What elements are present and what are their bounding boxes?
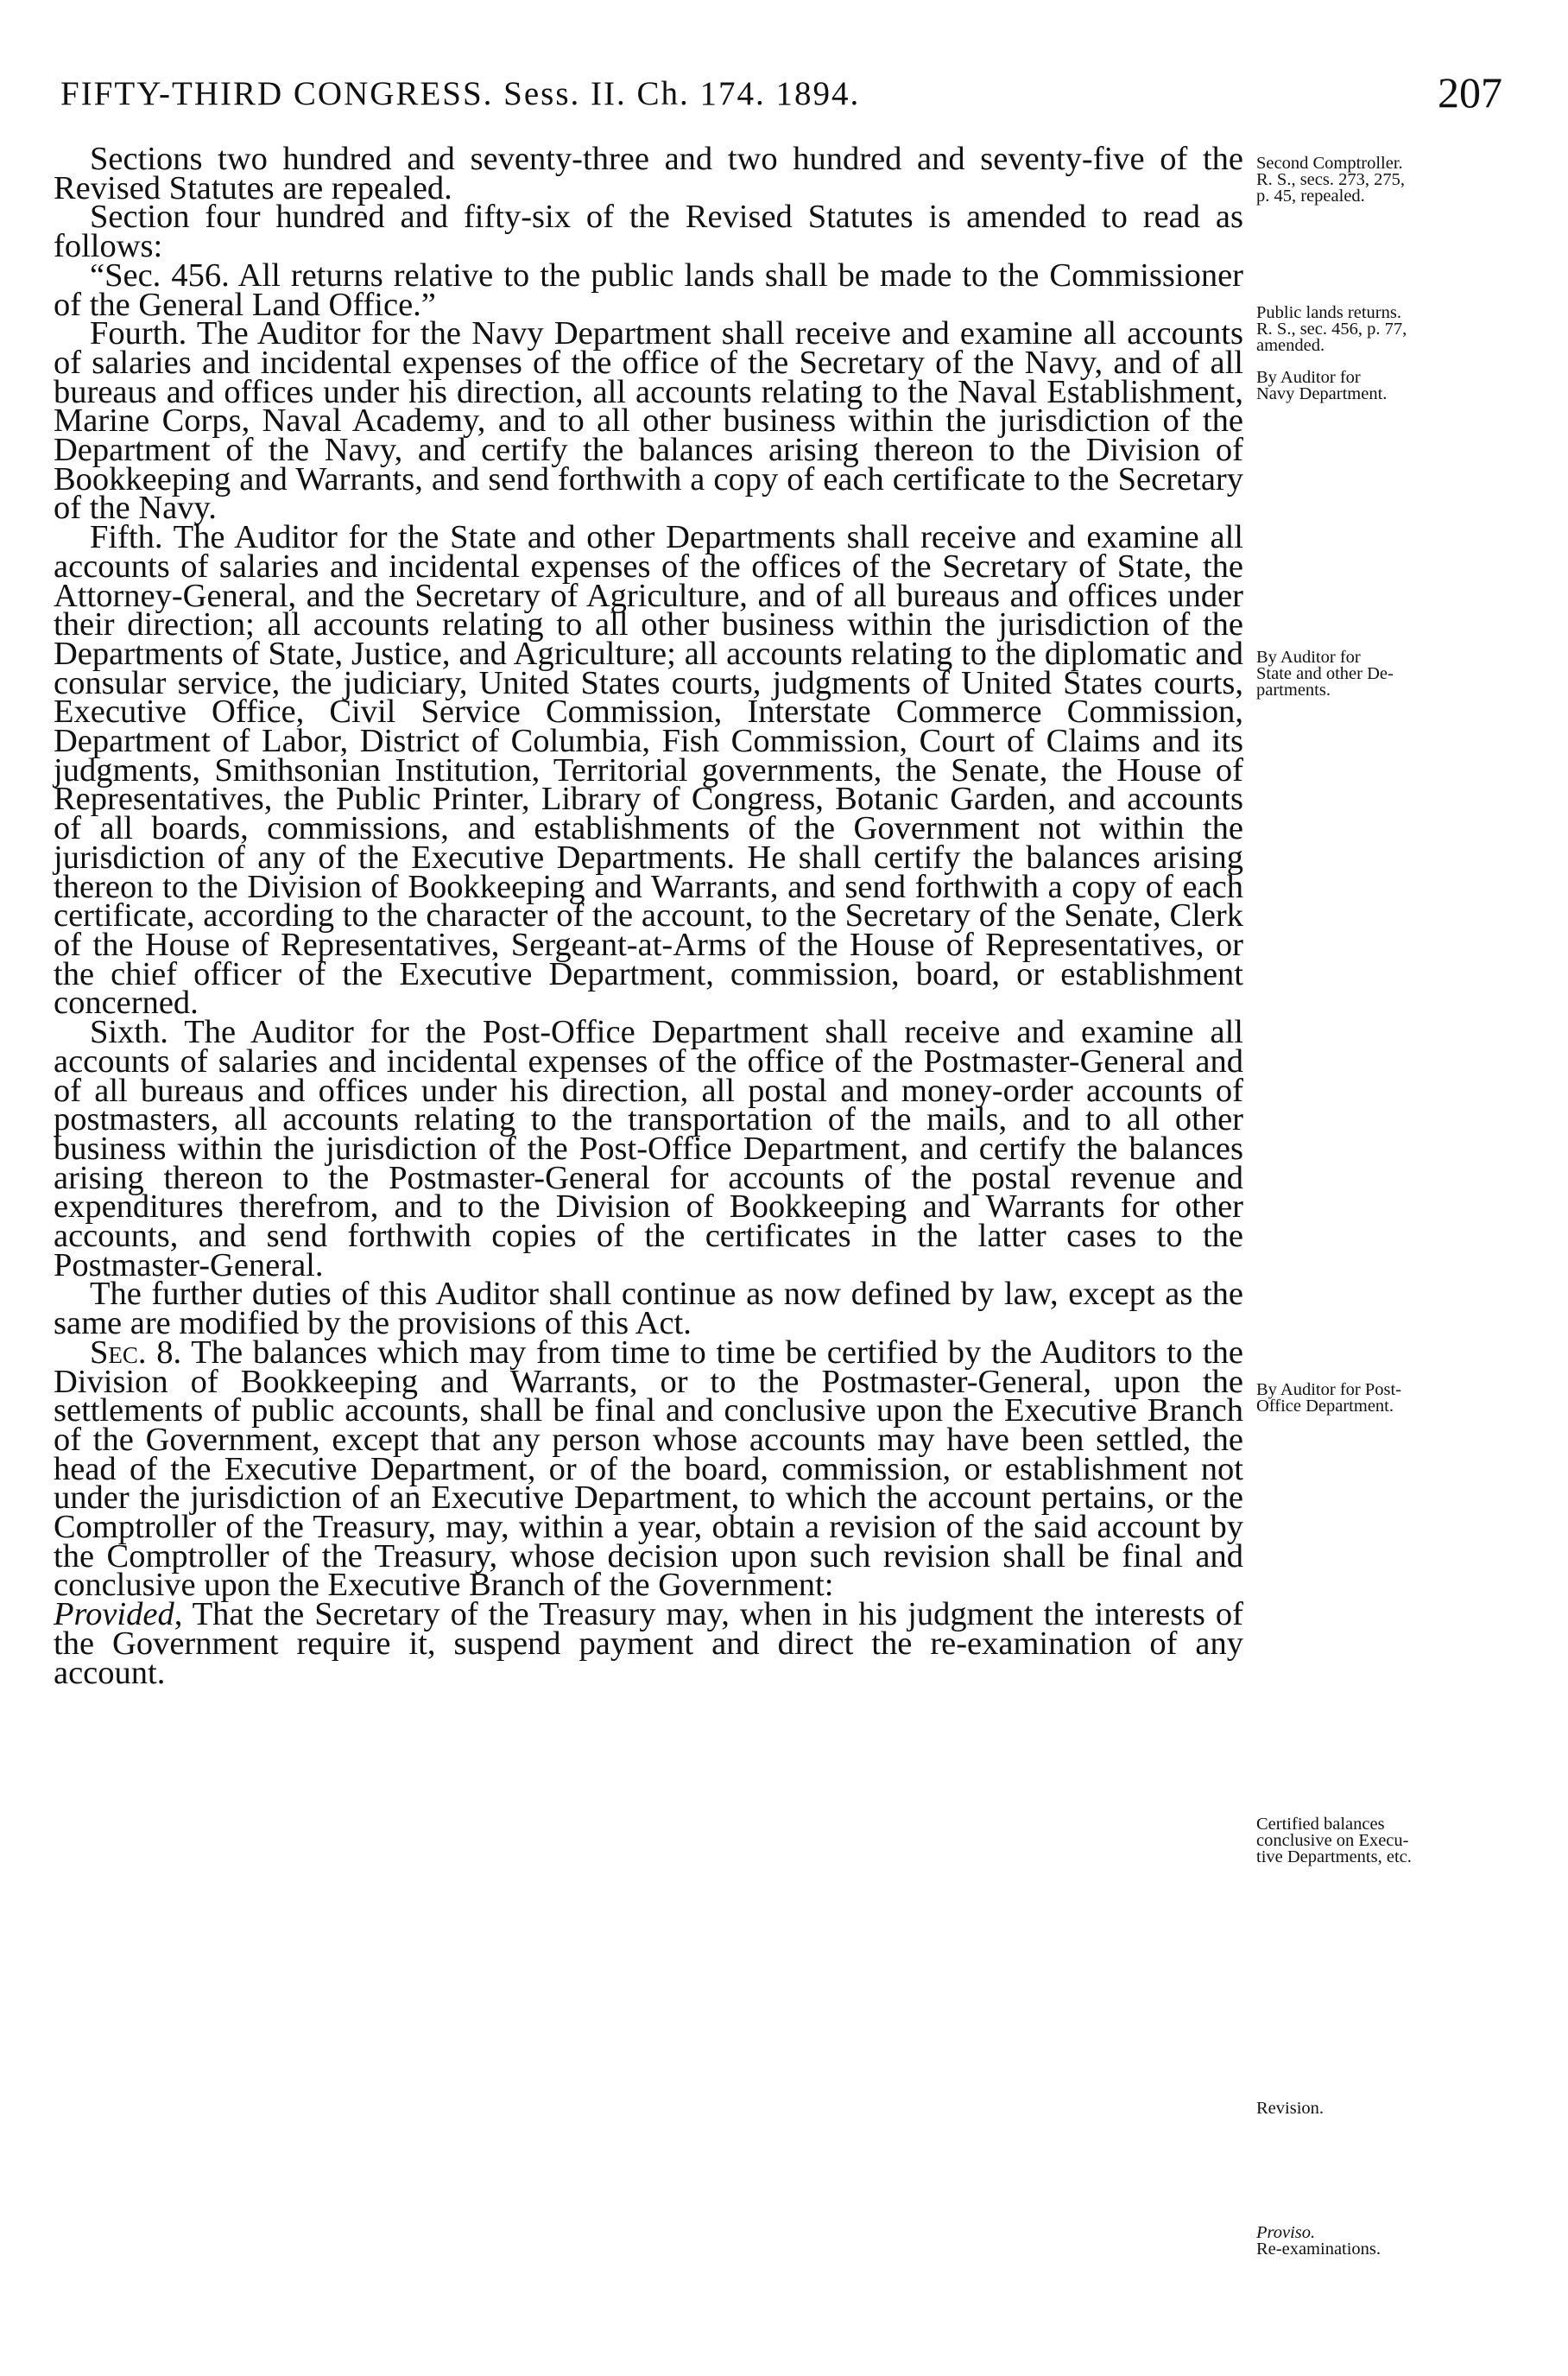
margin-note-state (1256, 649, 1507, 699)
proviso-body: , That the Secretary of the Treasury may, when in his judgment the interests of the Government require it, suspend payment and direct the re-examination of any account. (54, 1596, 1243, 1691)
paragraph-section-456-amended: Section four hundred and fifty-six of the Revised Statutes is amended to read as follows: (54, 199, 1243, 265)
margin-note-line: Public lands returns. (1256, 303, 1401, 322)
margin-note-proviso (1256, 2225, 1507, 2258)
margin-note-line: Re-examinations. (1256, 2240, 1381, 2259)
margin-note-line: By Auditor for (1256, 368, 1361, 387)
margin-note-line: Revision. (1256, 2099, 1325, 2118)
proviso-word: Provided (54, 1596, 174, 1633)
running-head (60, 67, 1502, 128)
margin-note-line: amended. (1256, 336, 1325, 355)
paragraph-sections-repealed: Sections two hundred and seventy-three and two hundred and seventy-five of the Revised Statutes are repealed. (54, 141, 1243, 206)
margin-note-public-lands (1256, 305, 1507, 354)
margin-note-navy (1256, 370, 1507, 402)
margin-note-line: State and other De- (1256, 664, 1394, 683)
margin-note-line: Navy Department. (1256, 384, 1388, 403)
paragraph-sec-456-text: “Sec. 456. All returns relative to the public lands shall be made to the Commissioner of the General Land Office.” (54, 257, 1243, 323)
margin-note-line: By Auditor for Post- (1256, 1380, 1401, 1399)
margin-note-line: p. 45, repealed. (1256, 187, 1365, 206)
margin-note-line: conclusive on Execu- (1256, 1831, 1409, 1850)
margin-note-line: Second Comptroller. (1256, 154, 1403, 173)
margin-note-line: Certified balances (1256, 1815, 1385, 1834)
margin-note-second-comptroller (1256, 155, 1507, 205)
page-number: 207 (1438, 68, 1502, 117)
margin-note-revision (1256, 2100, 1507, 2117)
margin-note-line: tive Departments, etc. (1256, 1847, 1412, 1866)
paragraph-sec-8 (54, 1334, 1243, 1691)
main-text (54, 141, 1243, 1691)
margin-note-line: Office Department. (1256, 1397, 1394, 1416)
margin-note-line: By Auditor for (1256, 648, 1361, 667)
paragraph-further-duties: The further duties of this Auditor shall continue as now defined by law, except as the same are modified by the provisions of this Act. (54, 1276, 1243, 1342)
paragraph-sixth-post-office: Sixth. The Auditor for the Post-Office Department shall receive and examine all accounts of salaries and incidental expenses of the office of the Postmaster-General and of all bureaus and offices under his direction, all postal and money-order accounts of postmasters, all accounts relating to the transportation of the mails, and to all other business within the jurisdiction of the Post-Office Department, and certify the balances arising thereon to the Postmaster-General for accounts of the postal revenue and expenditures therefrom, and to the Division of Bookkeeping and Warrants for other accounts, and send forthwith copies of the certificates in the latter cases to the Postmaster-General. (54, 1014, 1243, 1283)
sec-8-lead: Sec. 8. (90, 1334, 182, 1371)
running-title: FIFTY-THIRD CONGRESS. Sess. II. Ch. 174. 1894. (60, 75, 861, 112)
margin-note-line: R. S., sec. 456, p. 77, (1256, 320, 1407, 339)
paragraph-fifth-state: Fifth. The Auditor for the State and other Departments shall receive and examine all accounts of salaries and incidental expenses of the offices of the Secretary of State, the Attorney-General, and the Secretary of Agriculture, and of all bureaus and offices under their direction; all accounts relating to all other business within the jurisdiction of the Departments of State, Justice, and Agriculture; all accounts relating to the diplomatic and consular service, the judiciary, United States courts, judgments of United States courts, Executive Office, Civil Service Commission, Interstate Commerce Commission, Department of Labor, District of Columbia, Fish Commission, Court of Claims and its judgments, Smithsonian Institution, Territorial governments, the Senate, the House of Representatives, the Public Printer, Library of Congress, Botanic Garden, and accounts of all boards, commissions, and establishments of the Government not within the jurisdiction of any of the Executive Departments. He shall certify the balances arising thereon to the Division of Bookkeeping and Warrants, and send forthwith a copy of each certificate, according to the character of the account, to the Secretary of the Senate, Clerk of the House of Representatives, Sergeant-at-Arms of the House of Representatives, or the chief officer of the Executive Department, commission, board, or establishment concerned. (54, 519, 1243, 1022)
margin-note-line: partments. (1256, 681, 1331, 700)
sec-8-body: The balances which may from time to time be certified by the Auditors to the Division of Bookkeeping and Warrants, or to the Postmaster-General, upon the settlements of public accounts, shall be final and conclusive upon the Executive Branch of the Government, except that any person whose accounts may have been settled, the head of the Executive Department, or of the board, commission, or establishment not under the jurisdiction of an Executive Department, to which the account pertains, or the Comptroller of the Treasury, may, within a year, obtain a revision of the said account by the Comptroller of the Treasury, whose decision upon such revision shall be final and conclusive upon the Executive Branch of the Government: (54, 1334, 1243, 1604)
margin-note-line: R. S., secs. 273, 275, (1256, 170, 1405, 189)
paragraph-fourth-navy: Fourth. The Auditor for the Navy Department shall receive and examine all accounts of salaries and incidental expenses of the office of the Secretary of the Navy, and of all bureaus and offices under his direction, all accounts relating to the Naval Establishment, Marine Corps, Naval Academy, and to all other business within the jurisdiction of the Department of the Navy, and certify the balances arising thereon to the Division of Bookkeeping and Warrants, and send forthwith a copy of each certificate to the Secretary of the Navy. (54, 315, 1243, 527)
margin-note-certified-balances (1256, 1816, 1507, 1866)
margin-note-line: Proviso. (1256, 2223, 1316, 2242)
margin-note-post-office (1256, 1382, 1507, 1415)
